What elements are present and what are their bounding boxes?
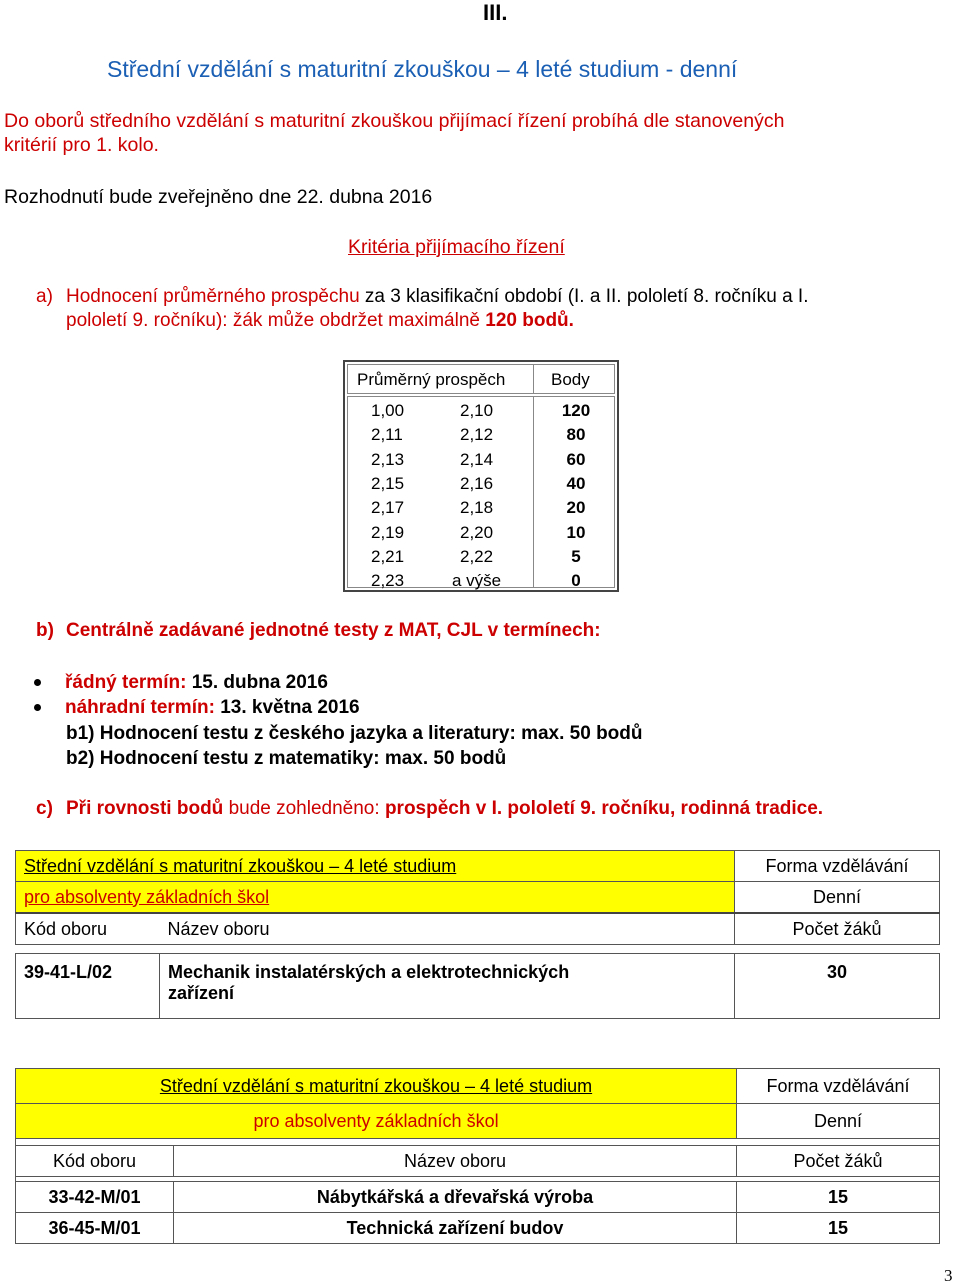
- criterion-a-text-2: pololetí 9. ročníku): žák může obdržet maximálně: [66, 310, 480, 331]
- grade-to: 2,12: [460, 425, 494, 445]
- criterion-a-line-1: [66, 286, 809, 308]
- grade-from: 2,13: [371, 449, 405, 469]
- grade-from: 2,19: [371, 522, 405, 542]
- table2-title-cell: [16, 1069, 737, 1104]
- criterion-c-line: [66, 798, 823, 820]
- criterion-c-mid: bude zohledněno:: [228, 798, 380, 819]
- grade-from: 2,15: [371, 473, 405, 493]
- table2-row2-name: Technická zařízení budov: [174, 1213, 737, 1244]
- grade-points: 60: [566, 449, 586, 469]
- table1-title: Střední vzdělání s maturitní zkouškou – 4 leté studium: [24, 855, 457, 876]
- criterion-c-tail: prospěch v I. pololetí 9. ročníku, rodinná tradice.: [384, 798, 824, 819]
- section-number: III.: [483, 0, 508, 25]
- regular-term-date: 15. dubna 2016: [191, 672, 328, 693]
- grade-points: 5: [571, 546, 581, 566]
- decision-date: Rozhodnutí bude zveřejněno dne 22. dubna 2016: [4, 186, 433, 208]
- table1-title-cell: [16, 851, 735, 882]
- grade-to: 2,10: [460, 401, 494, 420]
- grade-table: [343, 360, 619, 592]
- table2-row1-count: 15: [737, 1182, 940, 1213]
- table2-col-name: Název oboru: [174, 1146, 737, 1177]
- substitute-term-label: náhradní termín:: [65, 697, 215, 718]
- page-heading: Střední vzdělání s maturitní zkouškou – 4 leté studium - denní: [107, 56, 738, 82]
- grade-table-body: [347, 396, 615, 591]
- table2-row2-count: 15: [737, 1213, 940, 1244]
- regular-term-label: řádný termín:: [65, 672, 187, 693]
- table1-form-value: Denní: [735, 882, 940, 914]
- bullet-regular-term: [34, 672, 328, 694]
- table1-subtitle: pro absolventy základních škol: [24, 886, 270, 907]
- grade-points: 120: [561, 401, 591, 420]
- table1-row-code: 39-41-L/02: [16, 954, 160, 1019]
- grade-to: 2,18: [460, 498, 494, 518]
- grade-from: 2,21: [371, 546, 405, 566]
- page-number: 3: [944, 1266, 953, 1285]
- criterion-b-text: Centrálně zadávané jednotné testy z MAT, CJL v termínech:: [66, 620, 601, 641]
- grade-points: 80: [566, 425, 586, 445]
- grade-to: a výše: [452, 571, 502, 591]
- header-points: Body: [551, 370, 590, 389]
- bullet-substitute-term: [34, 697, 360, 719]
- criterion-c-lead: Při rovnosti bodů: [66, 798, 224, 819]
- grade-points: 40: [566, 473, 586, 493]
- table1-subtitle-cell: [16, 882, 735, 914]
- table2-col-count: Počet žáků: [737, 1146, 940, 1177]
- grade-points: 0: [571, 571, 581, 591]
- table2-col-code: Kód oboru: [16, 1146, 174, 1177]
- table2-subtitle: pro absolventy základních škol: [253, 1110, 499, 1131]
- table1-col-count: Počet žáků: [735, 913, 940, 945]
- grade-to: 2,16: [460, 473, 494, 493]
- criteria-title: Kritéria přijímacího řízení: [348, 236, 565, 258]
- grade-points: 20: [566, 498, 586, 518]
- bullet-dot-icon: [34, 704, 41, 711]
- table2-row1-name: Nábytkářská a dřevařská výroba: [174, 1182, 737, 1213]
- table2-form-value: Denní: [737, 1104, 940, 1139]
- bullet-dot-icon: [34, 679, 41, 686]
- grade-from: 2,11: [371, 425, 403, 445]
- intro-line-1: Do oborů středního vzdělání s maturitní zkouškou přijímací řízení probíhá dle stanovených: [4, 110, 785, 132]
- table2-title: Střední vzdělání s maturitní zkouškou – 4 leté studium: [159, 1075, 593, 1096]
- table2-row2-code: 36-45-M/01: [16, 1213, 174, 1244]
- substitute-term-date: 13. května 2016: [220, 697, 360, 718]
- table1-col-code: Kód oboru: [16, 913, 160, 945]
- criterion-a-marker: a): [36, 286, 53, 307]
- table2-form-label: Forma vzdělávání: [737, 1069, 940, 1104]
- criterion-a-lead: Hodnocení průměrného prospěchu: [66, 286, 360, 307]
- criterion-a-text-1: za 3 klasifikační období (I. a II. pololetí 8. ročníku a I.: [364, 286, 809, 307]
- criterion-b2: b2) Hodnocení testu z matematiky: max. 50 bodů: [66, 748, 507, 769]
- table1-form-label: Forma vzdělávání: [735, 851, 940, 882]
- criterion-c-marker: c): [36, 798, 53, 819]
- grade-table-header: [347, 364, 615, 394]
- grade-to: 2,14: [460, 449, 494, 469]
- table2-row1-code: 33-42-M/01: [16, 1182, 174, 1213]
- criterion-b1: b1) Hodnocení testu z českého jazyka a literatury: max. 50 bodů: [66, 723, 643, 744]
- program-table-1: [15, 850, 940, 1019]
- criterion-a-line-2: [66, 310, 574, 332]
- grade-from: 2,17: [371, 498, 405, 518]
- table1-row-name-line2: zařízení: [168, 983, 235, 1003]
- table1-col-name: Název oboru: [160, 913, 735, 945]
- criterion-a-points: 120 bodů.: [485, 310, 574, 331]
- table1-row-name-line1: Mechanik instalatérských a elektrotechnických: [168, 962, 570, 982]
- program-table-2: [15, 1068, 940, 1244]
- grade-to: 2,20: [460, 522, 494, 542]
- table2-subtitle-cell: [16, 1104, 737, 1139]
- grade-from: 2,23: [371, 571, 405, 591]
- grade-points: 10: [566, 522, 586, 542]
- grade-to: 2,22: [460, 546, 494, 566]
- criterion-b-marker: b): [36, 620, 54, 641]
- grade-from: 1,00: [371, 401, 405, 420]
- table1-row-count: 30: [735, 954, 940, 1019]
- header-average-grade: Průměrný prospěch: [357, 370, 506, 389]
- table1-row-name: [160, 954, 735, 1019]
- intro-line-2: kritérií pro 1. kolo.: [4, 134, 159, 156]
